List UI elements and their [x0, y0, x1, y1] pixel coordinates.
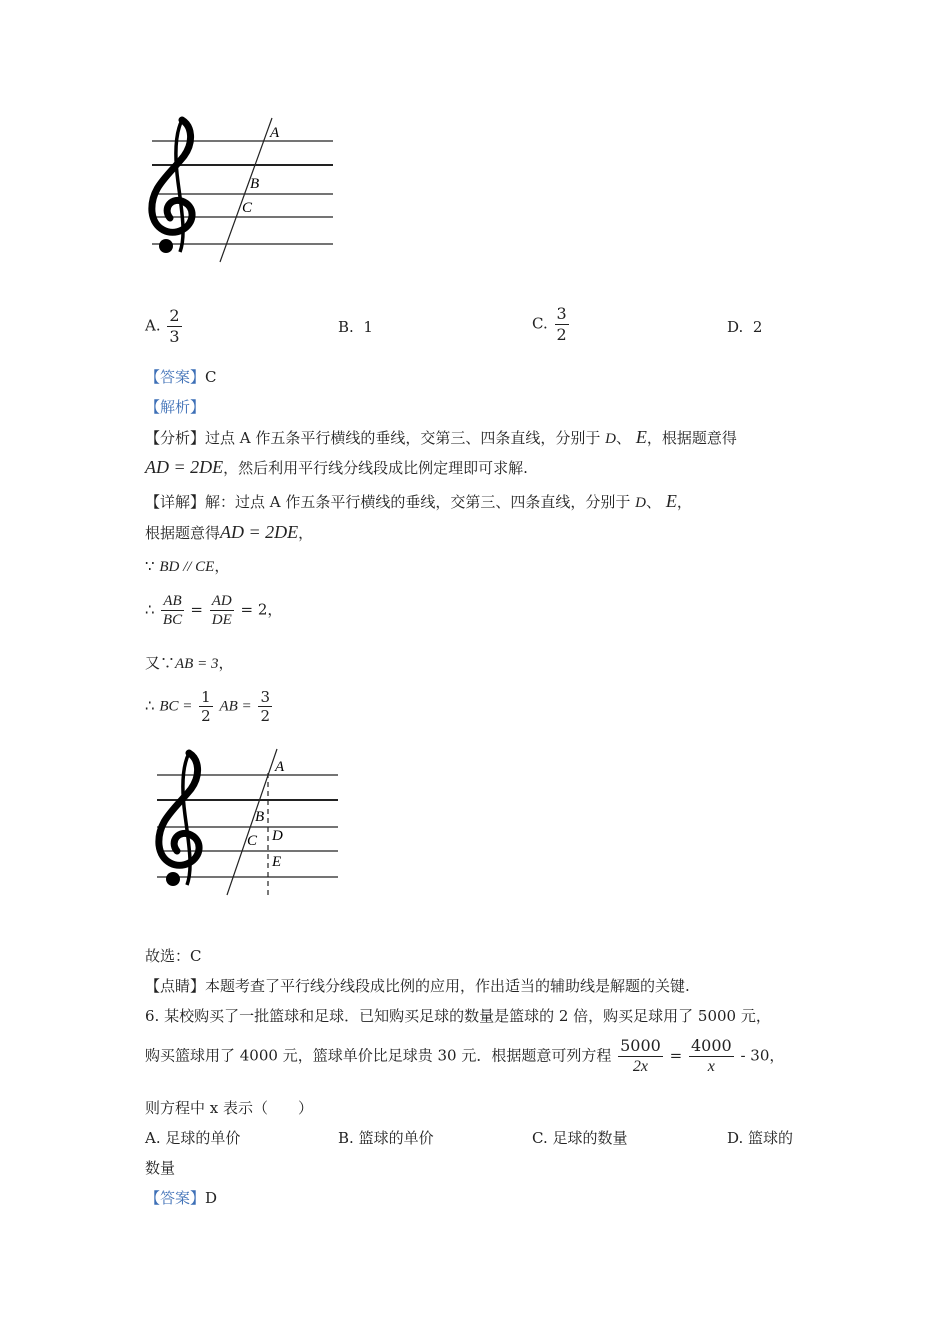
option-b: B. 1 [338, 318, 373, 336]
label-A: A [275, 759, 285, 775]
q6-line-1: 6. 某校购买了一批篮球和足球．已知购买足球的数量是篮球的 2 倍，购买足球用了 5000 元， [145, 1007, 771, 1025]
detail-line-4: ∴ $\frac{AB}{BC}$ = $\frac{AD}{DE}$ = 2， [145, 593, 283, 628]
detail-line-3: ∵ BD // CE， [145, 557, 230, 575]
label-D: D [272, 828, 283, 844]
label-E: E [272, 854, 282, 870]
q6-line-3: 则方程中 x 表示（ ） [145, 1099, 313, 1117]
answer-q5: 【答案】C [145, 368, 217, 386]
analysis-heading: 【解析】 [145, 398, 206, 416]
conclusion: 故选：C [145, 947, 202, 965]
analysis-line-2: AD = 2DE，然后利用平行线分线段成比例定理即可求解. [145, 457, 528, 477]
label-A: A [270, 125, 280, 141]
staff-figure-1 [140, 112, 340, 267]
comment: 【点睛】本题考查了平行线分线段成比例的应用，作出适当的辅助线是解题的关键. [145, 977, 690, 995]
option-a: A. $\frac{2}{3}$ [145, 306, 180, 346]
answer-q6: 【答案】D [145, 1189, 218, 1207]
treble-clef-icon [152, 120, 192, 253]
detail-line-2: 根据题意得AD = 2DE， [145, 522, 314, 542]
q6-option-b: B. 篮球的单价 [338, 1129, 434, 1147]
transversal-line [227, 749, 277, 895]
label-C: C [247, 833, 258, 849]
label-B: B [250, 176, 260, 192]
q6-option-a: A. 足球的单价 [145, 1129, 241, 1147]
staff-figure-2 [145, 745, 345, 900]
treble-clef-icon [159, 753, 199, 886]
label-C: C [242, 200, 253, 216]
detail-line-6: ∴ BC = $\frac{1}{2}$ AB = $\frac{3}{2}$ [145, 688, 271, 725]
label-B: B [255, 809, 265, 825]
q6-option-c: C. 足球的数量 [532, 1129, 628, 1147]
q6-option-d: D. 篮球的 [727, 1129, 794, 1147]
detail-line-5: 又∵AB = 3， [145, 654, 234, 672]
q6-line-2: 购买篮球用了 4000 元，篮球单价比足球贵 30 元．根据题意可列方程 $\frac{5000}{2x}$ = $\frac{4000}{x}$ - 30， [145, 1036, 785, 1075]
analysis-line-1: 【分析】过点 A 作五条平行横线的垂线，交第三、四条直线，分别于 D、 E，根据题意得 [145, 427, 737, 447]
option-c: C. $\frac{3}{2}$ [532, 304, 567, 344]
transversal-line [220, 118, 272, 262]
detail-line-1: 【详解】解：过点 A 作五条平行横线的垂线，交第三、四条直线，分别于 D、 E， [145, 491, 692, 511]
q6-option-d-wrap: 数量 [145, 1159, 176, 1177]
option-d: D. 2 [727, 318, 763, 336]
